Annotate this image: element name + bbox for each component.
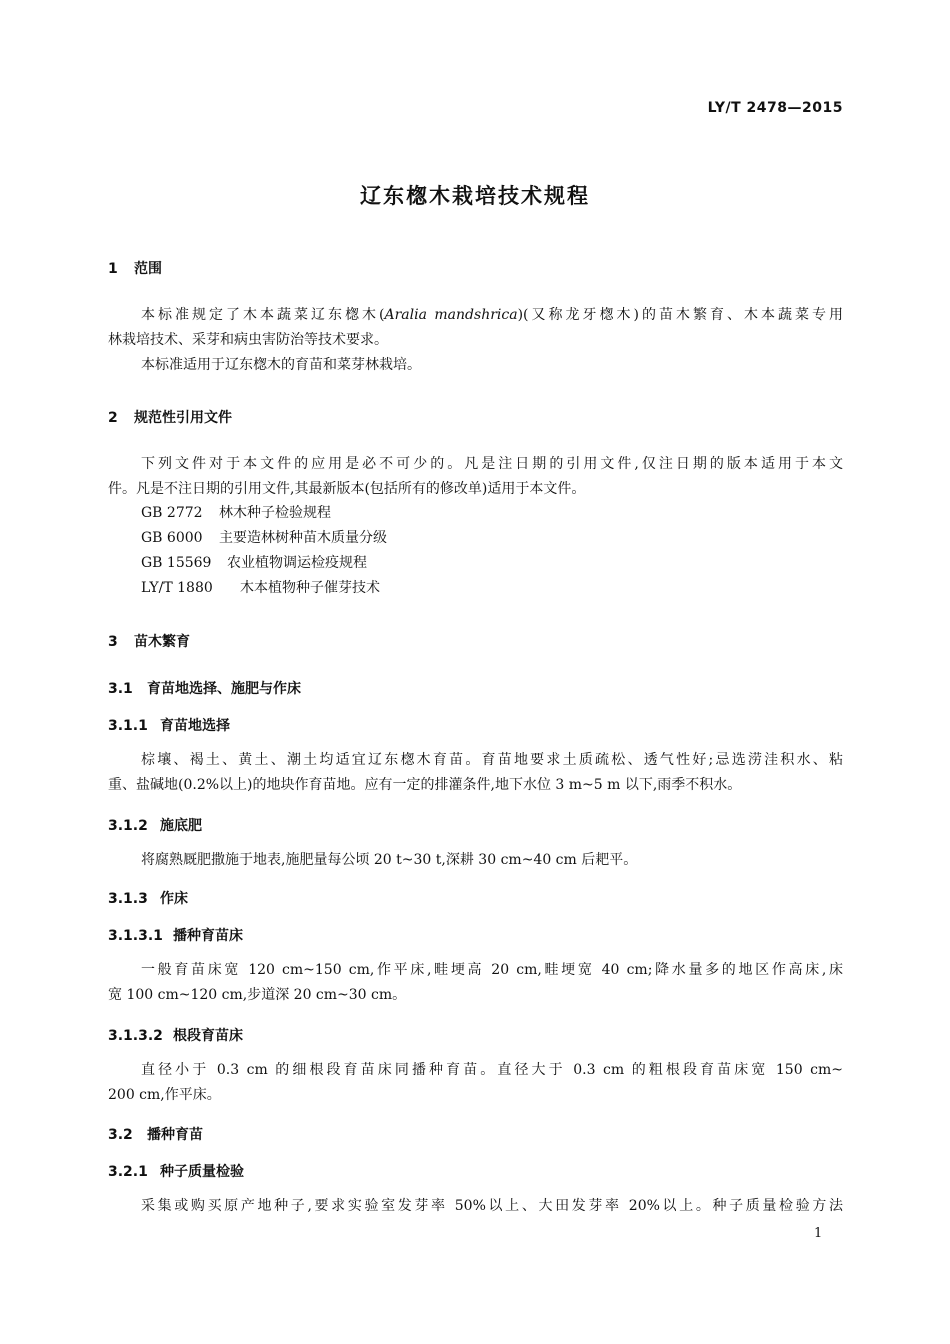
text-span: )(又称龙牙楤木)的苗木繁育、木本蔬菜专用 <box>517 307 844 323</box>
section-title: 规范性引用文件 <box>134 410 232 426</box>
text-line: 宽 100 cm~120 cm,步道深 20 cm~30 cm。 <box>108 987 407 1003</box>
section-title: 育苗地选择、施肥与作床 <box>147 681 301 697</box>
reference-name: 木本植物种子催芽技术 <box>240 580 380 596</box>
section-3-1-3-heading <box>108 888 188 908</box>
section-title: 施底肥 <box>160 818 202 834</box>
reference-name: 林木种子检验规程 <box>219 505 331 521</box>
text-line: 200 cm,作平床。 <box>108 1087 221 1103</box>
section-number: 2 <box>108 410 118 426</box>
text-line: 重、盐碱地(0.2%以上)的地块作育苗地。应有一定的排灌条件,地下水位 3 m~5 m 以下,雨季不积水。 <box>108 777 742 793</box>
section-3-1-2-paragraph <box>108 848 843 873</box>
text-line <box>108 303 843 328</box>
reference-code: GB 2772 <box>141 505 203 521</box>
section-title: 根段育苗床 <box>173 1028 243 1044</box>
section-3-1-2-heading <box>108 815 202 835</box>
section-3-1-3-1-heading <box>108 925 243 945</box>
section-number: 3.2 <box>108 1127 133 1143</box>
section-2-heading <box>108 407 232 427</box>
reference-code: GB 15569 <box>141 555 212 571</box>
reference-item <box>141 502 331 522</box>
section-number: 3.1 <box>108 681 133 697</box>
reference-code: GB 6000 <box>141 530 203 546</box>
section-2-paragraph <box>108 452 843 502</box>
text-line: 林栽培技术、采芽和病虫害防治等技术要求。 <box>108 332 388 348</box>
text-line: 棕壤、褐土、黄土、潮土均适宜辽东楤木育苗。育苗地要求土质疏松、透气性好;忌选涝洼积水、粘 <box>141 752 843 768</box>
section-3-2-1-heading <box>108 1161 244 1181</box>
latin-name: Aralia mandshrica <box>384 307 518 323</box>
section-number: 3.1.3 <box>108 891 148 907</box>
section-number: 3.1.2 <box>108 818 148 834</box>
section-3-1-3-2-paragraph <box>108 1058 843 1108</box>
section-3-1-heading <box>108 678 301 698</box>
text-line: 下列文件对于本文件的应用是必不可少的。凡是注日期的引用文件,仅注日期的版本适用于本文 <box>141 456 843 472</box>
section-3-2-heading <box>108 1124 203 1144</box>
section-1-paragraph-1 <box>108 303 843 378</box>
standard-code: LY/T 2478—2015 <box>707 100 843 116</box>
section-number: 3 <box>108 634 118 650</box>
text-line: 将腐熟厩肥撒施于地表,施肥量每公顷 20 t~30 t,深耕 30 cm~40 cm 后耙平。 <box>141 852 638 868</box>
section-number: 3.1.3.2 <box>108 1028 163 1044</box>
section-number: 3.1.3.1 <box>108 928 163 944</box>
section-title: 范围 <box>134 261 162 277</box>
reference-item <box>141 577 380 597</box>
document-title: 辽东楤木栽培技术规程 <box>360 184 590 208</box>
section-3-1-3-2-heading <box>108 1025 243 1045</box>
section-title: 苗木繁育 <box>134 634 190 650</box>
section-3-1-1-paragraph <box>108 748 843 798</box>
section-1-heading <box>108 258 162 278</box>
section-3-1-1-heading <box>108 715 230 735</box>
section-title: 播种育苗床 <box>173 928 243 944</box>
reference-item <box>141 527 387 547</box>
text-span: 本标准规定了木本蔬菜辽东楤木( <box>141 307 385 323</box>
section-title: 播种育苗 <box>147 1127 203 1143</box>
section-number: 1 <box>108 261 118 277</box>
text-line: 本标准适用于辽东楤木的育苗和菜芽林栽培。 <box>141 357 421 373</box>
text-line: 一般育苗床宽 120 cm~150 cm,作平床,畦埂高 20 cm,畦埂宽 40 cm;降水量多的地区作高床,床 <box>141 962 843 978</box>
text-line: 直径小于 0.3 cm 的细根段育苗床同播种育苗。直径大于 0.3 cm 的粗根段育苗床宽 150 cm~ <box>141 1062 843 1078</box>
section-title: 育苗地选择 <box>160 718 230 734</box>
section-title: 作床 <box>160 891 188 907</box>
reference-name: 主要造林树种苗木质量分级 <box>219 530 387 546</box>
text-line: 采集或购买原产地种子,要求实验室发芽率 50%以上、大田发芽率 20%以上。种子质量检验方法 <box>141 1198 843 1214</box>
section-number: 3.1.1 <box>108 718 148 734</box>
section-title: 种子质量检验 <box>160 1164 244 1180</box>
section-3-heading <box>108 631 190 651</box>
reference-item <box>141 552 367 572</box>
section-number: 3.2.1 <box>108 1164 148 1180</box>
text-line: 件。凡是不注日期的引用文件,其最新版本(包括所有的修改单)适用于本文件。 <box>108 481 586 497</box>
section-3-2-1-paragraph <box>108 1194 843 1219</box>
section-3-1-3-1-paragraph <box>108 958 843 1008</box>
page-number: 1 <box>814 1226 823 1241</box>
reference-code: LY/T 1880 <box>141 580 213 596</box>
reference-name: 农业植物调运检疫规程 <box>227 555 367 571</box>
